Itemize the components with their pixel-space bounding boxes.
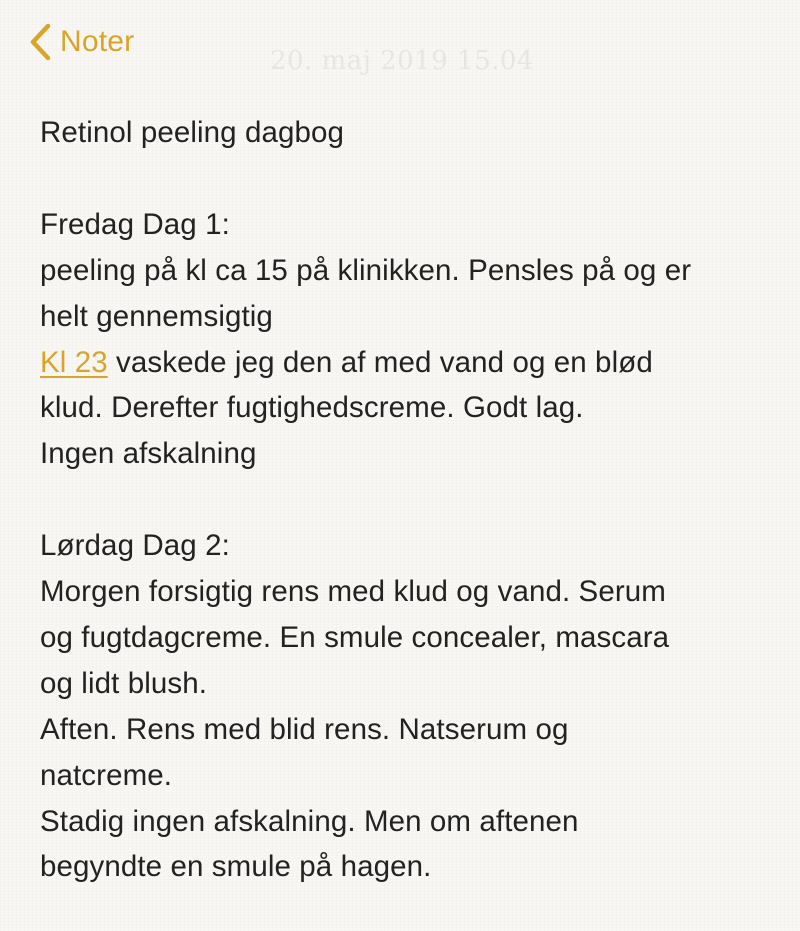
- blank-line: [40, 156, 780, 202]
- note-text-line: natcreme.: [40, 758, 173, 792]
- navigation-bar: [0, 0, 800, 90]
- note-body[interactable]: [40, 110, 780, 890]
- note-text-line: peeling på kl ca 15 på klinikken. Pensles på og er: [40, 253, 692, 287]
- note-title: Retinol peeling dagbog: [40, 116, 344, 149]
- note-text-line: begyndte en smule på hagen.: [40, 850, 432, 884]
- note-text-fragment: vaskede jeg den af med vand og en blød: [107, 345, 653, 379]
- chevron-left-icon: [26, 20, 56, 64]
- note-text-line: og lidt blush.: [40, 666, 208, 700]
- note-text-line: [40, 340, 780, 386]
- blank-line: [40, 477, 780, 523]
- time-link[interactable]: Kl 23: [40, 345, 108, 379]
- note-timestamp: 20. maj 2019 15.04: [270, 46, 534, 76]
- back-button-label: Noter: [60, 25, 135, 58]
- note-text-line: helt gennemsigtig: [40, 299, 273, 333]
- note-text-line: Stadig ingen afskalning. Men om aftenen: [40, 804, 579, 838]
- day2-heading: Lørdag Dag 2:: [40, 529, 230, 563]
- note-text-line: og fugtdagcreme. En smule concealer, mascara: [40, 620, 670, 654]
- back-button[interactable]: [26, 20, 134, 64]
- day1-heading: Fredag Dag 1:: [40, 207, 230, 241]
- note-text-line: klud. Derefter fugtighedscreme. Godt lag.: [40, 391, 584, 425]
- note-text-line: Aften. Rens med blid rens. Natserum og: [40, 712, 569, 746]
- note-text-line: Morgen forsigtig rens med klud og vand. Serum: [40, 575, 666, 609]
- note-text-line: Ingen afskalning: [40, 437, 257, 471]
